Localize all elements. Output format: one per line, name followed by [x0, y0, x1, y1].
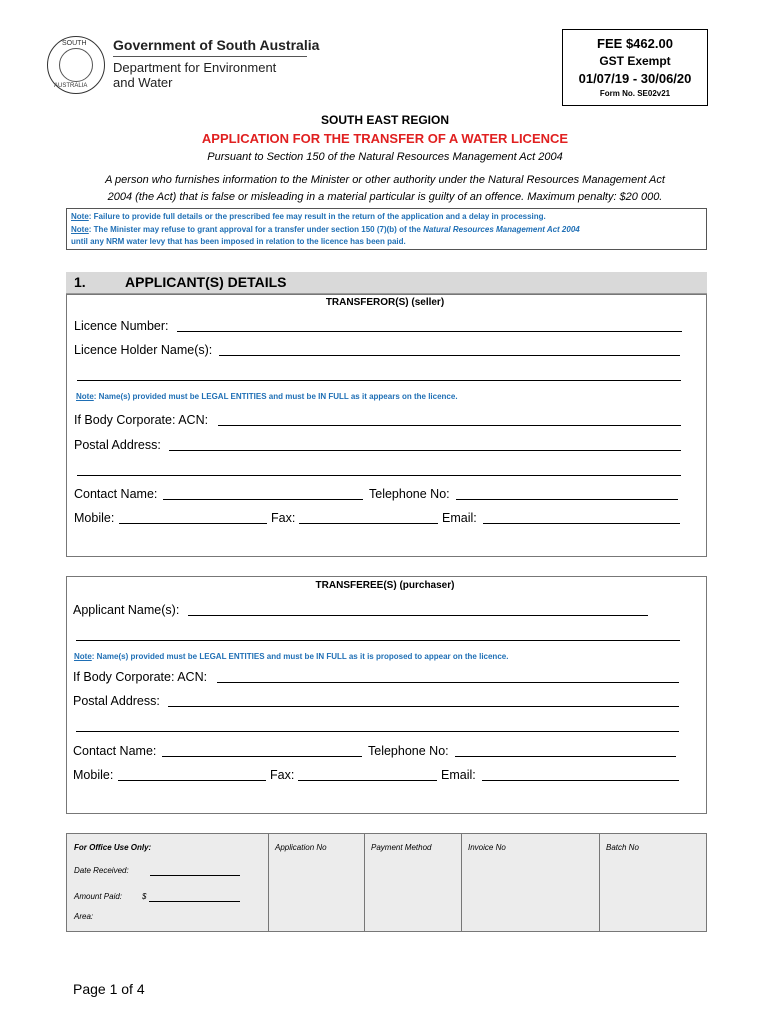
- region-heading: SOUTH EAST REGION: [320, 113, 449, 127]
- transferor-contact-label: Contact Name:: [74, 487, 158, 501]
- transferor-postal-label: Postal Address:: [74, 438, 161, 452]
- transferor-fax-field[interactable]: [299, 523, 438, 524]
- transferor-heading: TRANSFEROR(S) (seller): [325, 297, 445, 308]
- fee-box: [562, 29, 708, 106]
- dollar-sign: $: [142, 892, 147, 901]
- batch-no-label: Batch No: [606, 843, 639, 852]
- note-label: Note: [71, 224, 89, 234]
- org-name: Government of South Australia: [113, 37, 320, 53]
- applicant-names-label: Applicant Name(s):: [73, 603, 180, 617]
- section-title: APPLICANT(S) DETAILS: [125, 274, 287, 290]
- section-header: [66, 272, 707, 294]
- holder-names-field-2[interactable]: [77, 380, 681, 381]
- form-number: Form No. SE02v21: [599, 89, 671, 98]
- note-2: : The Minister may refuse to grant approval for a transfer under section 150 (7)(b) of the: [88, 224, 424, 234]
- transferor-note-text: : Name(s) provided must be LEGAL ENTITIES and must be IN FULL as it appears on the licence.: [93, 392, 458, 401]
- holder-names-field[interactable]: [219, 355, 680, 356]
- transferee-mobile-label: Mobile:: [73, 768, 114, 782]
- note-1: : Failure to provide full details or the prescribed fee may result in the return of the application and a delay in processing.: [88, 212, 546, 221]
- transferee-fax-label: Fax:: [270, 768, 295, 782]
- pursuant-line: Pursuant to Section 150 of the Natural Resources Management Act 2004: [207, 151, 563, 163]
- warning-line-2: 2004 (the Act) that is false or misleading in a material particular is guilty of an offence. Maximum penalty: $20 000.: [107, 191, 663, 203]
- org-divider: [113, 56, 307, 57]
- licence-number-field[interactable]: [177, 331, 682, 332]
- transferor-contact-field[interactable]: [163, 499, 363, 500]
- transferee-contact-field[interactable]: [162, 756, 362, 757]
- note-3: until any NRM water levy that has been imposed in relation to the licence has been paid.: [71, 237, 406, 246]
- transferee-mobile-field[interactable]: [118, 780, 266, 781]
- transferor-postal-field[interactable]: [169, 450, 681, 451]
- amount-paid-field[interactable]: [149, 901, 240, 902]
- note-2-act: Natural Resources Management Act 2004: [423, 224, 580, 234]
- transferee-telephone-label: Telephone No:: [368, 744, 449, 758]
- area-label: Area:: [74, 912, 94, 921]
- page-number: Page 1 of 4: [73, 981, 145, 997]
- warning-text: [0, 172, 770, 206]
- office-use-table: [66, 833, 707, 932]
- licence-number-label: Licence Number:: [74, 319, 169, 333]
- transferee-fax-field[interactable]: [298, 780, 437, 781]
- transferee-heading: TRANSFEREE(S) (purchaser): [315, 580, 455, 591]
- transferee-telephone-field[interactable]: [455, 756, 676, 757]
- transferee-acn-field[interactable]: [217, 682, 679, 683]
- holder-names-label: Licence Holder Name(s):: [74, 343, 213, 357]
- note-label: Note: [71, 212, 89, 221]
- amount-paid-label: Amount Paid:: [74, 892, 123, 901]
- dept-line-2: and Water: [113, 75, 173, 90]
- application-no-label: Application No: [275, 843, 327, 852]
- fee-period: 01/07/19 - 30/06/20: [578, 71, 692, 86]
- note-label: Note: [74, 652, 92, 661]
- transferee-postal-label: Postal Address:: [73, 694, 160, 708]
- gst-status: GST Exempt: [599, 54, 671, 68]
- dept-line-1: Department for Environment: [113, 60, 277, 75]
- processing-notes: [66, 208, 707, 250]
- transferor-acn-field[interactable]: [218, 425, 681, 426]
- warning-line-1: A person who furnishes information to the Minister or other authority under the Natural Resources Management Act: [105, 174, 665, 186]
- date-received-label: Date Received:: [74, 866, 129, 875]
- payment-method-label: Payment Method: [371, 843, 432, 852]
- transferor-email-field[interactable]: [483, 523, 680, 524]
- section-number: 1.: [74, 274, 86, 290]
- transferee-note: [74, 652, 508, 661]
- transferee-email-field[interactable]: [482, 780, 679, 781]
- application-title: APPLICATION FOR THE TRANSFER OF A WATER LICENCE: [201, 131, 569, 146]
- transferor-acn-label: If Body Corporate: ACN:: [74, 413, 209, 427]
- transferee-postal-field-2[interactable]: [76, 731, 679, 732]
- transferor-postal-field-2[interactable]: [77, 475, 681, 476]
- transferee-contact-label: Contact Name:: [73, 744, 157, 758]
- transferor-mobile-field[interactable]: [119, 523, 267, 524]
- transferor-telephone-label: Telephone No:: [369, 487, 450, 501]
- transferee-email-label: Email:: [441, 768, 476, 782]
- seal-text-bottom: AUSTRALIA: [54, 83, 88, 89]
- transferor-note: [76, 392, 458, 401]
- transferee-note-text: : Name(s) provided must be LEGAL ENTITIES and must be IN FULL as it is proposed to appear on the licence.: [91, 652, 509, 661]
- seal-text-top: SOUTH: [62, 40, 87, 47]
- transferor-mobile-label: Mobile:: [74, 511, 115, 525]
- transferor-telephone-field[interactable]: [456, 499, 678, 500]
- transferee-acn-label: If Body Corporate: ACN:: [73, 670, 208, 684]
- transferor-fax-label: Fax:: [271, 511, 296, 525]
- applicant-names-field[interactable]: [188, 615, 648, 616]
- office-heading: For Office Use Only:: [74, 843, 152, 852]
- fee-amount: FEE $462.00: [597, 36, 673, 51]
- date-received-field[interactable]: [150, 875, 240, 876]
- transferor-email-label: Email:: [442, 511, 477, 525]
- applicant-names-field-2[interactable]: [76, 640, 680, 641]
- transferee-postal-field[interactable]: [168, 706, 679, 707]
- government-seal: [47, 36, 105, 94]
- invoice-no-label: Invoice No: [468, 843, 506, 852]
- note-label: Note: [76, 392, 94, 401]
